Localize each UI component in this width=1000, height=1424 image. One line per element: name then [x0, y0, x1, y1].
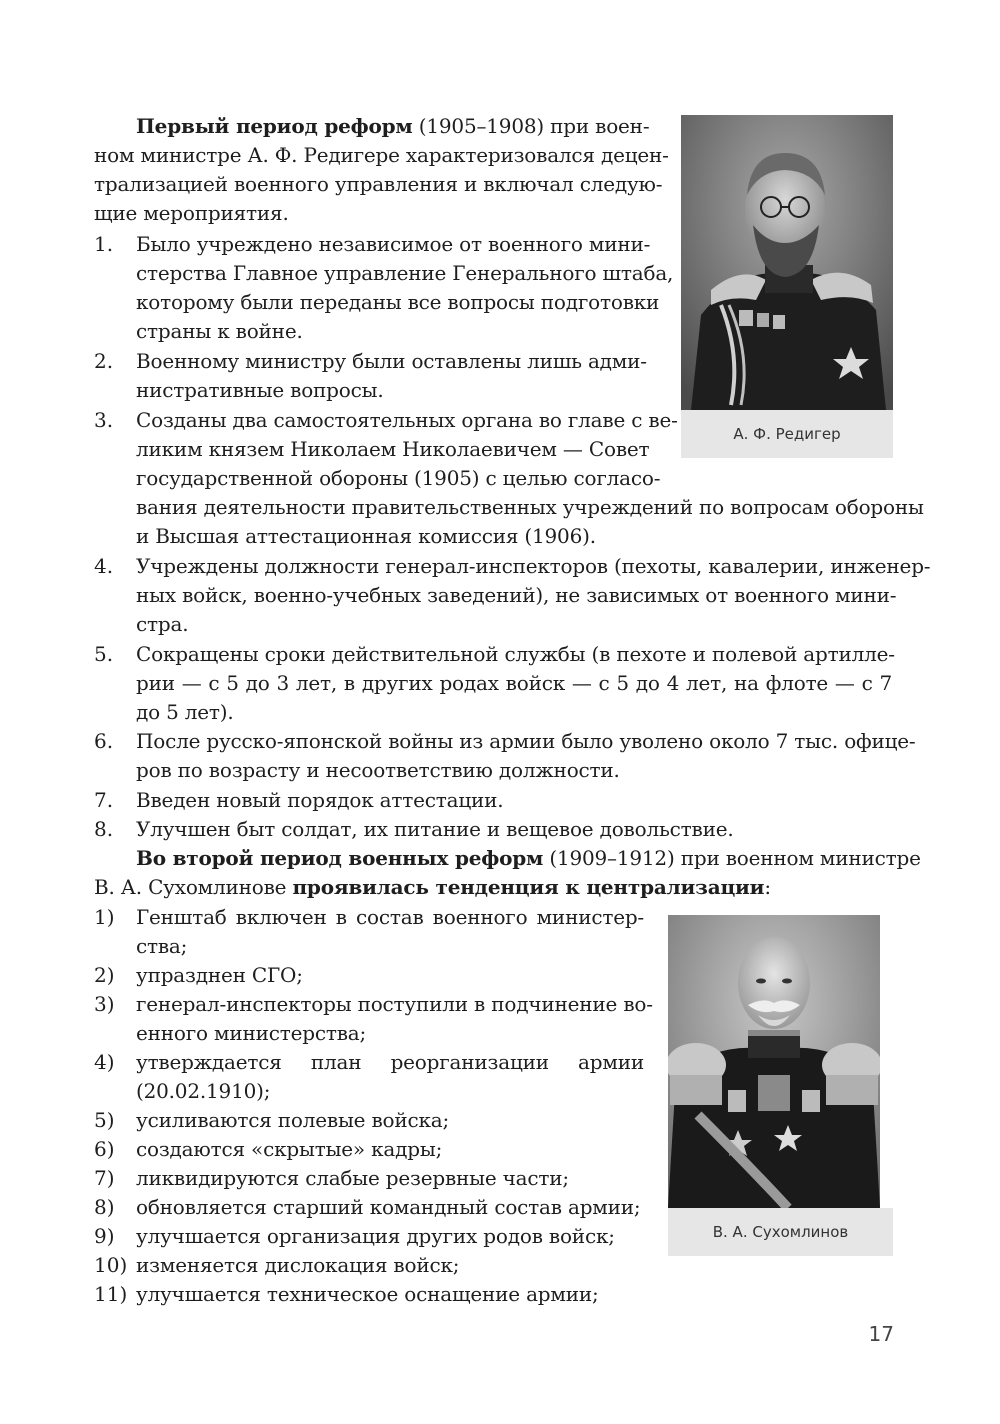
list1-item3-line4: вания деятельности правительственных учреждений по вопросам обороны [136, 495, 924, 519]
list2-item1-number: 1) [94, 905, 115, 929]
list1-item1-number: 1. [94, 232, 114, 256]
list1-item6-line2: ров по возрасту и несоответствию должности. [136, 758, 620, 782]
list2-item9-number: 9) [94, 1224, 115, 1248]
list1-item2-number: 2. [94, 349, 114, 373]
list1-item4-line1: Учреждены должности генерал-инспекторов (пехоты, кавалерии, инженер- [136, 554, 931, 578]
list2-item2-number: 2) [94, 963, 115, 987]
list1-item1-line4: страны к войне. [136, 319, 303, 343]
list1-item4-line3: стра. [136, 612, 189, 636]
list2-item4-line1: утверждается план реорганизации армии [136, 1050, 644, 1074]
list1-item7-line1: Введен новый порядок аттестации. [136, 788, 504, 812]
list1-item8-line1: Улучшен быт солдат, их питание и вещевое довольствие. [136, 817, 734, 841]
list1-item1-line2: стерства Главное управление Генерального штаба, [136, 261, 674, 285]
list2-item10-number: 10) [94, 1253, 128, 1277]
intro1-line3: трализацией военного управления и включал следую- [94, 172, 663, 196]
intro1-bold: Первый период реформ [136, 114, 413, 138]
list1-item2-line2: нистративные вопросы. [136, 378, 384, 402]
list2-item7-line1: ликвидируются слабые резервные части; [136, 1166, 569, 1190]
page-number: 17 [868, 1322, 894, 1346]
list1-item3-line2: ликим князем Николаем Николаевичем — Совет [136, 437, 650, 461]
intro1-line4: щие мероприятия. [94, 201, 289, 225]
list1-item3-line1: Созданы два самостоятельных органа во главе с ве- [136, 408, 678, 432]
list2-item4-line2: (20.02.1910); [136, 1079, 271, 1103]
list2-item8-number: 8) [94, 1195, 115, 1219]
list1-item8-number: 8. [94, 817, 114, 841]
list2-item8-line1: обновляется старший командный состав армии; [136, 1195, 641, 1219]
list1-item5-line2: рии — с 5 до 3 лет, в других родах войск — с 5 до 4 лет, на флоте — с 7 [136, 671, 892, 695]
list2-item5-line1: усиливаются полевые войска; [136, 1108, 450, 1132]
list1-item4-number: 4. [94, 554, 114, 578]
list1-item5-line3: до 5 лет). [136, 700, 234, 724]
list1-item3-number: 3. [94, 408, 114, 432]
list2-item2-line1: упразднен СГО; [136, 963, 303, 987]
list1-item7-number: 7. [94, 788, 114, 812]
list1-item6-number: 6. [94, 729, 114, 753]
sukhomlinov-portrait [668, 915, 880, 1208]
list2-item11-line1: улучшается техническое оснащение армии; [136, 1282, 599, 1306]
list1-item5-line1: Сокращены сроки действительной службы (в пехоте и полевой артилле- [136, 642, 895, 666]
list2-item6-line1: создаются «скрытые» кадры; [136, 1137, 443, 1161]
intro2-bold: Во второй период военных реформ [136, 846, 544, 870]
list2-item4-number: 4) [94, 1050, 115, 1074]
list1-item6-line1: После русско-японской войны из армии было уволено около 7 тыс. офице- [136, 729, 916, 753]
list1-item3-line3: государственной обороны (1905) с целью согласо- [136, 466, 661, 490]
list2-item5-number: 5) [94, 1108, 115, 1132]
list1-item5-number: 5. [94, 642, 114, 666]
list2-item6-number: 6) [94, 1137, 115, 1161]
list2-item3-number: 3) [94, 992, 115, 1016]
list2-item9-line1: улучшается организация других родов войск; [136, 1224, 615, 1248]
intro1-line1: Первый период реформ (1905–1908) при воен- [136, 114, 650, 138]
list2-item1-line1: Генштаб включен в состав военного министер- [136, 905, 644, 929]
rediger-portrait [681, 115, 893, 410]
intro2-line2: В. А. Сухомлинове проявилась тенденция к централизации: [94, 875, 771, 899]
list1-item1-line1: Было учреждено независимое от военного мини- [136, 232, 651, 256]
rediger-portrait-image [681, 115, 893, 410]
list1-item1-line3: которому были переданы все вопросы подготовки [136, 290, 660, 314]
list1-item2-line1: Военному министру были оставлены лишь адми- [136, 349, 647, 373]
intro1-line2: ном министре А. Ф. Редигере характеризовался децен- [94, 143, 669, 167]
list2-item10-line1: изменяется дислокация войск; [136, 1253, 460, 1277]
list2-item1-line2: ства; [136, 934, 188, 958]
list2-item3-line1: генерал-инспекторы поступили в подчинение во- [136, 992, 653, 1016]
list1-item3-line5: и Высшая аттестационная комиссия (1906). [136, 524, 596, 548]
rediger-caption: А. Ф. Редигер [681, 410, 893, 458]
list2-item3-line2: енного министерства; [136, 1021, 367, 1045]
list1-item4-line2: ных войск, военно-учебных заведений), не зависимых от военного мини- [136, 583, 897, 607]
intro2-line1: Во второй период военных реформ (1909–1912) при военном министре [136, 846, 921, 870]
sukhomlinov-caption: В. А. Сухомлинов [668, 1208, 893, 1256]
sukhomlinov-portrait-image [668, 915, 880, 1208]
list2-item7-number: 7) [94, 1166, 115, 1190]
intro2-bold2: проявилась тенденция к централизации [292, 875, 765, 899]
list2-item11-number: 11) [94, 1282, 128, 1306]
